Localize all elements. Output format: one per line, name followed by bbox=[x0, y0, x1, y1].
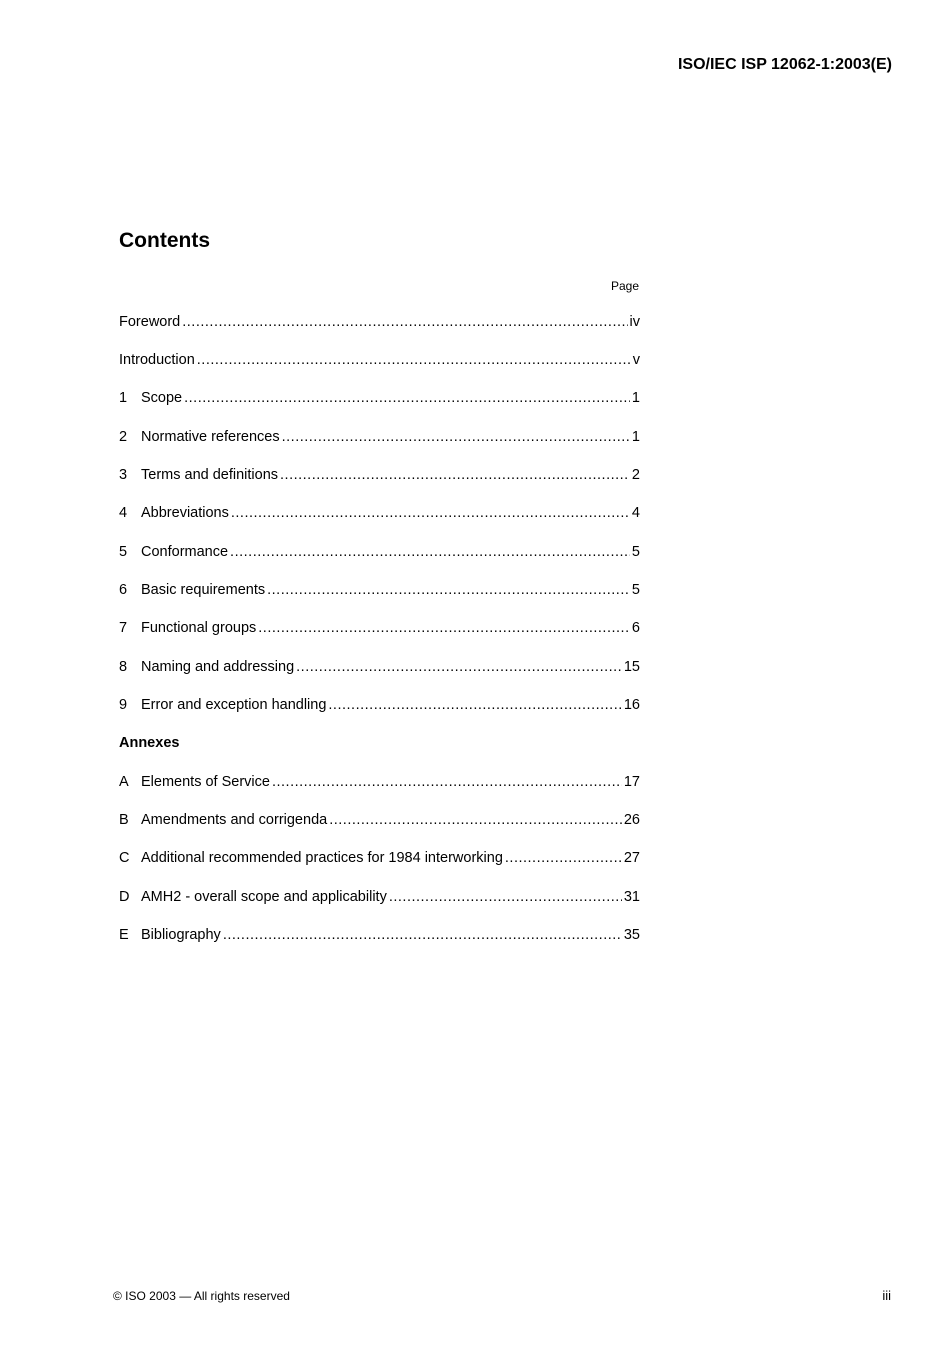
toc-number: 3 bbox=[119, 467, 128, 483]
toc-label: Additional recommended practices for 1984 interworking bbox=[141, 850, 503, 866]
toc-entry[interactable] bbox=[119, 542, 640, 562]
toc-leader bbox=[231, 503, 630, 523]
toc-page: 2 bbox=[631, 467, 640, 483]
toc-leader bbox=[328, 695, 621, 715]
toc-label: Functional groups bbox=[141, 620, 257, 636]
toc-leader bbox=[280, 465, 630, 485]
toc-leader bbox=[272, 772, 622, 792]
toc-page: 6 bbox=[631, 620, 640, 636]
toc-leader bbox=[230, 542, 630, 562]
toc-entry[interactable] bbox=[119, 695, 640, 715]
toc-page: 16 bbox=[623, 697, 640, 713]
toc-label: Error and exception handling bbox=[141, 697, 327, 713]
toc-label: Terms and definitions bbox=[141, 467, 279, 483]
toc-number: D bbox=[119, 889, 130, 905]
toc-leader bbox=[223, 925, 622, 945]
toc-number: A bbox=[119, 774, 129, 790]
toc-annex-entry[interactable] bbox=[119, 848, 640, 868]
toc-entry[interactable] bbox=[119, 465, 640, 485]
toc-leader bbox=[329, 810, 622, 830]
toc-number: 6 bbox=[119, 582, 128, 598]
toc-label: Basic requirements bbox=[141, 582, 266, 598]
toc-label: Amendments and corrigenda bbox=[141, 812, 328, 828]
toc-leader bbox=[296, 657, 622, 677]
toc-page: iv bbox=[629, 314, 640, 330]
toc-page: 26 bbox=[623, 812, 640, 828]
toc-page: 27 bbox=[623, 850, 640, 866]
toc-leader bbox=[282, 427, 630, 447]
toc-number: 1 bbox=[119, 390, 128, 406]
toc-label: Foreword bbox=[119, 314, 181, 330]
toc-number: B bbox=[119, 812, 129, 828]
toc-number: 5 bbox=[119, 544, 128, 560]
toc-number: 8 bbox=[119, 659, 128, 675]
toc-label: Abbreviations bbox=[141, 505, 229, 521]
toc-number: 2 bbox=[119, 429, 128, 445]
copyright-notice: © ISO 2003 — All rights reserved bbox=[113, 1289, 290, 1303]
toc-entry[interactable] bbox=[119, 657, 640, 677]
toc-label: AMH2 - overall scope and applicability bbox=[141, 889, 387, 905]
toc-label: Normative references bbox=[141, 429, 280, 445]
toc-annex-entry[interactable] bbox=[119, 772, 640, 792]
toc-label: Introduction bbox=[119, 352, 195, 368]
toc-leader bbox=[258, 618, 630, 638]
toc-number: 9 bbox=[119, 697, 128, 713]
toc-entry[interactable] bbox=[119, 503, 640, 523]
toc-page: 35 bbox=[623, 927, 640, 943]
toc-leader bbox=[505, 848, 622, 868]
toc-annex-entry[interactable] bbox=[119, 925, 640, 945]
toc-number: 4 bbox=[119, 505, 128, 521]
page-title: Contents bbox=[119, 229, 210, 252]
toc-entry[interactable] bbox=[119, 388, 640, 408]
toc-label: Naming and addressing bbox=[141, 659, 295, 675]
toc-label: Scope bbox=[141, 390, 183, 406]
toc-leader bbox=[267, 580, 630, 600]
toc-page: 17 bbox=[623, 774, 640, 790]
annexes-heading: Annexes bbox=[119, 735, 180, 751]
toc-entry-foreword[interactable] bbox=[119, 312, 640, 332]
toc-entry[interactable] bbox=[119, 427, 640, 447]
document-id: ISO/IEC ISP 12062-1:2003(E) bbox=[677, 56, 892, 73]
toc-entry[interactable] bbox=[119, 580, 640, 600]
toc-page: 4 bbox=[631, 505, 640, 521]
toc-page: 5 bbox=[631, 544, 640, 560]
toc-number: E bbox=[119, 927, 129, 943]
toc-leader bbox=[182, 312, 627, 332]
toc-leader bbox=[197, 350, 631, 370]
toc-label: Bibliography bbox=[141, 927, 221, 943]
toc-page: 5 bbox=[631, 582, 640, 598]
toc-annex-entry[interactable] bbox=[119, 810, 640, 830]
toc-page: 1 bbox=[631, 429, 640, 445]
toc-label: Elements of Service bbox=[141, 774, 270, 790]
toc-leader bbox=[184, 388, 630, 408]
toc-page: 1 bbox=[631, 390, 640, 406]
page-number: iii bbox=[882, 1288, 891, 1303]
toc-entry-introduction[interactable] bbox=[119, 350, 640, 370]
toc-entry[interactable] bbox=[119, 618, 640, 638]
toc-page: v bbox=[632, 352, 640, 368]
toc-leader bbox=[389, 887, 622, 907]
toc-number: 7 bbox=[119, 620, 128, 636]
toc-page: 15 bbox=[623, 659, 640, 675]
toc-annex-entry[interactable] bbox=[119, 887, 640, 907]
toc-label: Conformance bbox=[141, 544, 229, 560]
toc-number: C bbox=[119, 850, 130, 866]
toc-page: 31 bbox=[623, 889, 640, 905]
page-column-label: Page bbox=[610, 279, 639, 293]
